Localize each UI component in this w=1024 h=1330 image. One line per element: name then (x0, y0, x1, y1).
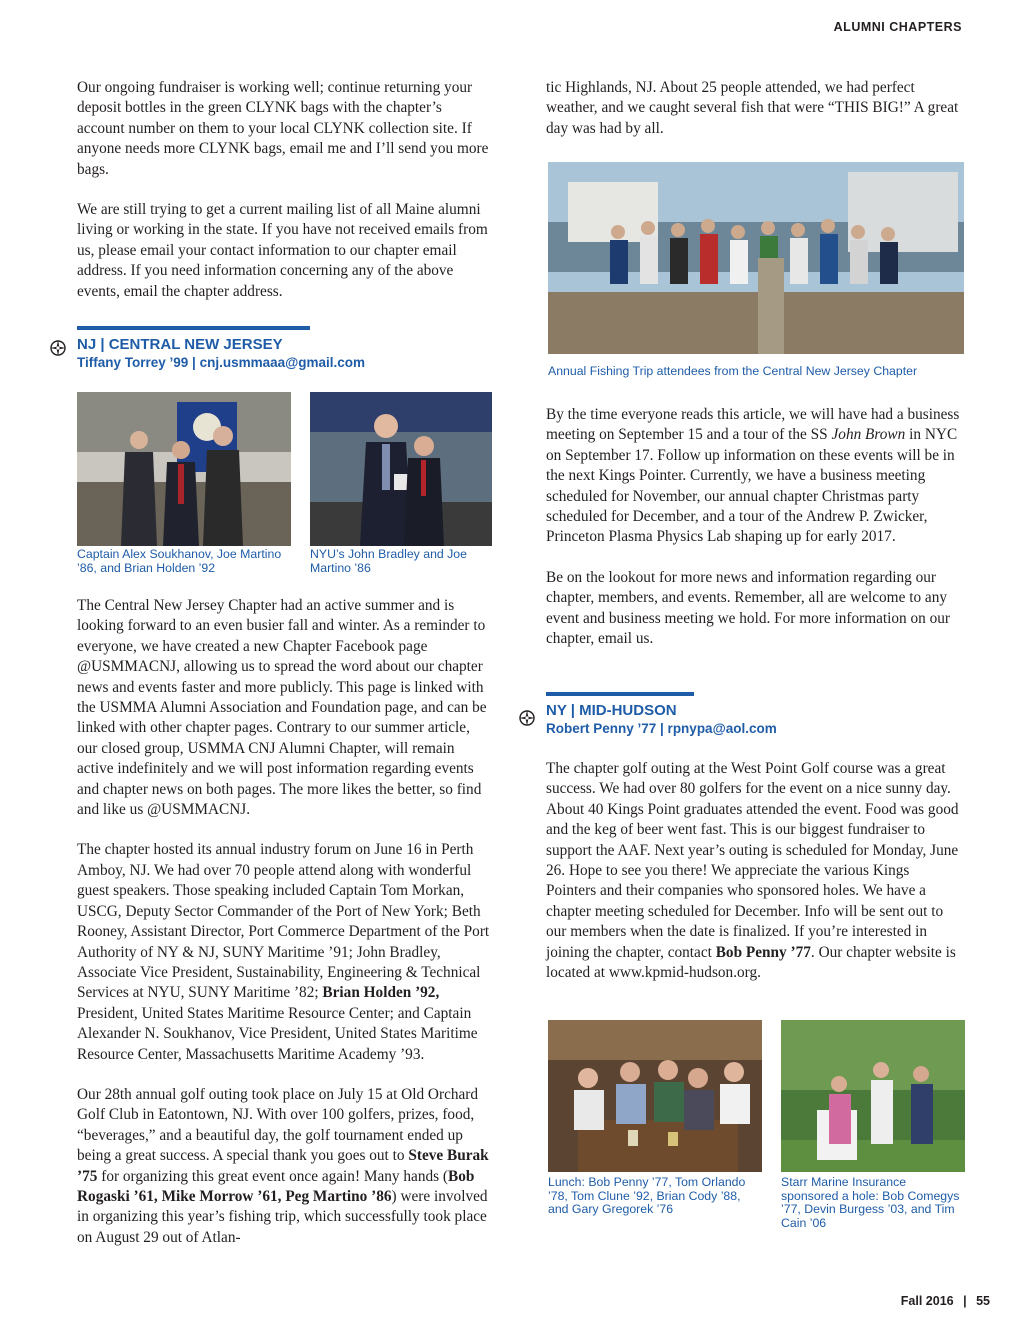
nj-section-header (77, 326, 366, 371)
section-title: NY | MID-HUDSON (546, 702, 677, 719)
left-paragraph-4: The chapter hosted its annual industry forum on June 16 in Perth Amboy, NJ. We had over 70 people attend along with wonderful guest speakers. Those speaking included Captain Tom Morkan, USCG, Deputy Sector Commander of the Port of New York; Beth Rooney, Assistant Director, Port Commerce Department of the Port Authority of NY & NJ, SUNY Maritime ’91; John Bradley, Associate Vice President, Sustainability, Engineering & Technical Services at NYU, SUNY Maritime ’82; Brian Holden ’92, President, United States Maritime Resource Center; and Captain Alexander N. Soukhanov, Vice President, United States Maritime Resource Center, Massachusetts Maritime Academy ’93. (77, 841, 490, 1063)
compass-icon (49, 339, 67, 357)
issue-label: Fall 2016 (900, 1294, 954, 1308)
section-rule (546, 692, 694, 696)
right-paragraph-2: By the time everyone reads this article, we will have had a business meeting on September 15 and a tour of the SS John Brown in NYC on September 17. Follow up information on these events will be in the next Kings Pointer. Currently, we have a business meeting scheduled for November, our annual chapter Christmas party scheduled for December, and a tour of the Andrew P. Zwicker, Princeton Plasma Physics Lab shaping up for early 2017. (546, 406, 960, 546)
page-footer (901, 1294, 990, 1308)
section-contact: Tiffany Torrey ’99 | cnj.usmmaaa@gmail.com (77, 355, 366, 370)
left-column (77, 78, 492, 302)
right-column-middle (546, 405, 960, 649)
compass-icon (518, 709, 536, 727)
section-rule (77, 326, 310, 330)
photo-bradley-martino (310, 392, 492, 546)
section-title: NJ | CENTRAL NEW JERSEY (77, 336, 283, 353)
caption-photo-2: NYU’s John Bradley and Joe Martino ’86 (310, 547, 467, 575)
page-number: 55 (976, 1294, 990, 1308)
caption-starr-marine: Starr Marine Insurance sponsored a hole: Bob Comegys ’77, Devin Burgess ’03, and Tim Cain ’06 (781, 1175, 960, 1230)
left-paragraph-3: The Central New Jersey Chapter had an active summer and is looking forward to an even busier fall and winter. As a reminder to everyone, we have created a new Chapter Facebook page @USMMACNJ, allowing us to spread the word about our chapter news and events faster and more publicly. This page is linked with the USMMA Alumni Association and Foundation page, and can be linked with other chapter pages. Contrary to our summer article, our closed group, USMMA CNJ Alumni Chapter, will remain active indefinitely and we will post information regarding events and chapter news on both pages. The more likes the better, so find and like us @USMMACNJ. (77, 597, 487, 819)
photo-lunch (548, 1020, 762, 1172)
left-paragraph-5: Our 28th annual golf outing took place on July 15 at Old Orchard Golf Club in Eatontown, NJ. With over 100 golfers, prizes, food, “beverages,” and a beautiful day, the golf tournament ended up being a great success. A special thank you goes out to Steve Burak ’75 for organizing this great event once again! Many hands (Bob Rogaski ’61, Mike Morrow ’61, Peg Martino ’86) were involved in organizing this year’s fishing trip, which successfully took place on August 29 out of Atlan- (77, 1085, 489, 1246)
running-head: ALUMNI CHAPTERS (833, 20, 962, 34)
caption-photo-1: Captain Alex Soukhanov, Joe Martino ’86, and Brian Holden ’92 (77, 547, 282, 575)
caption-lunch: Lunch: Bob Penny ’77, Tom Orlando ’78, Tom Clune ’92, Brian Cody ’88, and Gary Gregorek ’76 (548, 1175, 746, 1216)
left-paragraph-2: We are still trying to get a current mailing list of all Maine alumni living or working in the state. If you have not received emails from us, please email your contact information to our chapter email address. If you need information concerning any of the above events, email the chapter address. (77, 201, 488, 300)
left-column-lower (77, 596, 492, 1248)
photo-soukhanov-martino-holden (77, 392, 291, 546)
right-paragraph-3: Be on the lookout for more news and information regarding our chapter, members, and events. Remember, all are welcome to any event and business meeting we hold. For more information on our chapter, email us. (546, 568, 951, 648)
section-contact: Robert Penny ’77 | rpnypa@aol.com (546, 721, 777, 736)
left-paragraph-1: Our ongoing fundraiser is working well; continue returning your deposit bottles in the green CLYNK bags with the chapter’s account number on them to your local CLYNK collection site. If anyone needs more CLYNK bags, email me and I’ll send you more bags. (77, 79, 489, 178)
footer-separator: | (963, 1294, 967, 1308)
right-paragraph-1: tic Highlands, NJ. About 25 people attended, we had perfect weather, and we caught several fish that were “THIS BIG!” A great day was had by all. (546, 79, 959, 137)
photo-starr-marine (781, 1020, 965, 1172)
right-paragraph-4: The chapter golf outing at the West Point Golf course was a great success. We had over 80 golfers for the event on a nice sunny day. About 40 Kings Point graduates attended the event. Food was good and the keg of beer went fast. This is our biggest fundraiser to support the AAF. Next year’s outing is scheduled for Monday, June 26. Hope to see you there! We appreciate the various Kings Pointers and their companies who sponsored holes. We have a chapter meeting scheduled for December. Info will be sent out to our members when the date is finalized. If you’re interested in joining the chapter, contact Bob Penny ’77. Our chapter website is located at www.kpmid-hudson.org. (546, 760, 959, 982)
photo-fishing-trip (548, 162, 964, 354)
right-column-top (546, 78, 960, 139)
right-column-lower (546, 759, 960, 983)
ny-section-header (546, 692, 777, 737)
caption-fishing-trip: Annual Fishing Trip attendees from the Central New Jersey Chapter (548, 364, 918, 378)
